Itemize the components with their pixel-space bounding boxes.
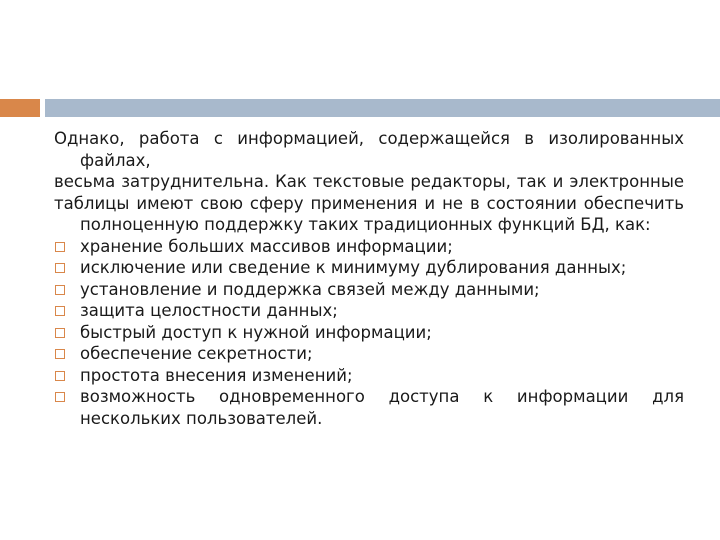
square-bullet-icon bbox=[55, 285, 65, 295]
square-bullet-icon bbox=[55, 306, 65, 316]
list-item bbox=[54, 386, 684, 429]
square-bullet-icon bbox=[55, 349, 65, 359]
list-item-text: установление и поддержка связей между данными; bbox=[80, 279, 540, 299]
list-item bbox=[54, 343, 684, 365]
list-item bbox=[54, 236, 684, 258]
header-bar bbox=[45, 99, 720, 117]
function-list bbox=[54, 236, 684, 430]
intro-paragraph-3: таблицы имеют свою сферу применения и не в состоянии обеспечить полноценную поддержку таких традиционных функций БД, как: bbox=[54, 193, 684, 234]
list-item-text: возможность одновременного доступа к информации для нескольких пользователей. bbox=[80, 387, 684, 428]
list-item-text: хранение больших массивов информации; bbox=[80, 236, 453, 256]
list-item-text: быстрый доступ к нужной информации; bbox=[80, 322, 432, 342]
slide-body bbox=[54, 128, 684, 429]
list-item-text: простота внесения изменений; bbox=[80, 365, 353, 385]
list-item bbox=[54, 322, 684, 344]
square-bullet-icon bbox=[55, 328, 65, 338]
list-item-text: исключение или сведение к минимуму дублирования данных; bbox=[80, 258, 627, 277]
list-item bbox=[54, 300, 684, 322]
square-bullet-icon bbox=[55, 392, 65, 402]
list-item-text: защита целостности данных; bbox=[80, 301, 338, 320]
list-item bbox=[54, 257, 684, 279]
list-item-text: обеспечение секретности; bbox=[80, 344, 313, 363]
square-bullet-icon bbox=[55, 263, 65, 273]
square-bullet-icon bbox=[55, 242, 65, 252]
intro-paragraph-1: Однако, работа с информацией, содержащейся в изолированных файлах, bbox=[54, 129, 684, 170]
intro-paragraph-2: весьма затруднительна. Как текстовые редакторы, так и электронные bbox=[54, 172, 684, 191]
square-bullet-icon bbox=[55, 371, 65, 381]
list-item bbox=[54, 365, 684, 387]
list-item bbox=[54, 279, 684, 301]
header-accent-bar bbox=[0, 99, 40, 117]
